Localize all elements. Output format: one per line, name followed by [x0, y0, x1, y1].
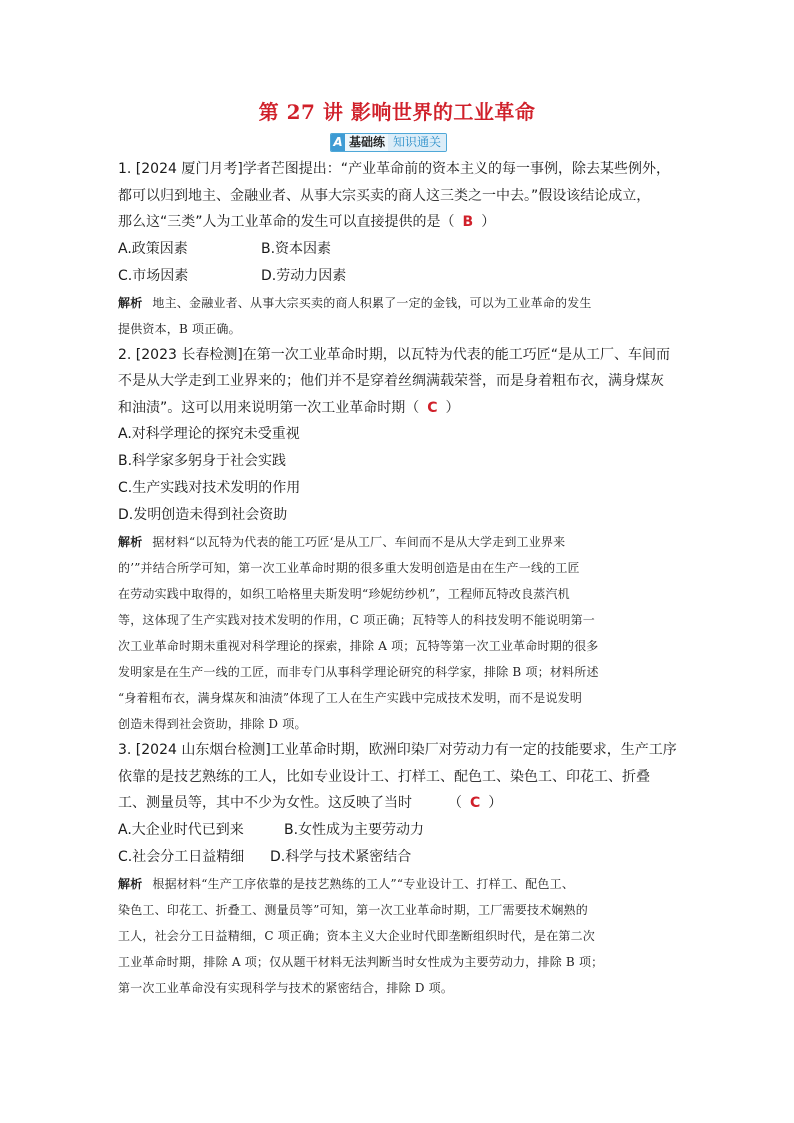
- section-main-label: 基础练: [349, 135, 386, 149]
- question-stem-line: 2. [2023 长春检测]在第一次工业革命时期，以瓦特为代表的能工巧匠“是从工厂、车间而: [118, 346, 671, 363]
- option-a: A.大企业时代已到来: [118, 821, 244, 838]
- explanation-line: 解析 根据材料“生产工序依靠的是技艺熟练的工人”“专业设计工、打样工、配色工、: [118, 876, 575, 891]
- question-stem-line: 那么这“三类”人为工业革命的发生可以直接提供的是（ B ）: [118, 214, 496, 230]
- explanation-line: 第一次工业革命没有实现科学与技术的紧密结合，排除 D 项。: [118, 980, 454, 995]
- options-row: [118, 844, 682, 871]
- option-c: C.生产实践对技术发明的作用: [118, 480, 301, 496]
- explanation-line: 发明家是在生产一线的工匠，而非专门从事科学理论研究的科学家，排除 B 项；材料所述: [118, 665, 599, 679]
- explanation-line: 染色工、印花工、折叠工、测量员等”可知，第一次工业革命时期，工厂需要技术娴熟的: [118, 902, 588, 917]
- option-b: B.科学家多躬身于社会实践: [118, 453, 287, 469]
- explanation-line: 创造未得到社会资助，排除 D 项。: [118, 717, 307, 731]
- option-b: B.女性成为主要劳动力: [284, 821, 425, 838]
- option-d: D.劳动力因素: [261, 267, 347, 284]
- section-letter: A: [331, 134, 345, 151]
- option-d: D.发明创造未得到社会资助: [118, 507, 288, 523]
- explanation-line: 在劳动实践中取得的，如织工哈格里夫斯发明“珍妮纺纱机”，工程师瓦特改良蒸汽机: [118, 587, 570, 601]
- section-badge: [330, 133, 447, 152]
- question-list: [118, 156, 682, 1001]
- option-a: A.对科学理论的探究未受重视: [118, 426, 300, 442]
- option-d: D.科学与技术紧密结合: [270, 848, 412, 865]
- explanation-line: 工人，社会分工日益精细，C 项正确；资本主义大企业时代即垄断组织时代，是在第二次: [118, 928, 595, 943]
- explanation-label: 解析: [118, 876, 143, 891]
- question-1: [118, 156, 682, 342]
- options-row: [118, 817, 682, 844]
- options-row: [118, 236, 682, 263]
- options-row: [118, 263, 682, 290]
- option-c: C.市场因素: [118, 267, 189, 284]
- explanation-line: 的’”并结合所学可知，第一次工业革命时期的很多重大发明创造是由在生产一线的工匠: [118, 561, 580, 575]
- option-b: B.资本因素: [261, 240, 332, 257]
- answer-mark: C: [427, 399, 438, 416]
- question-stem-line: 都可以归到地主、金融业者、从事大宗买卖的商人这三类之一中去。”假设该结论成立，: [118, 187, 651, 204]
- question-stem-line: 3. [2024 山东烟台检测]工业革命时期，欧洲印染厂对劳动力有一定的技能要求，生产工序: [118, 742, 677, 758]
- question-stem-line: 1. [2024 厦门月考]学者芒图提出：“产业革命前的资本主义的每一事例，除去某些例外，: [118, 161, 671, 177]
- explanation-line: 解析 地主、金融业者、从事大宗买卖的商人积累了一定的金钱，可以为工业革命的发生: [118, 295, 592, 310]
- question-stem-line: 和油渍”。这可以用来说明第一次工业革命时期（ C ）: [118, 399, 460, 416]
- question-stem-line: 不是从大学走到工业界来的；他们并不是穿着丝绸满载荣誉，而是身着粗布衣，满身煤灰: [118, 373, 664, 389]
- explanation-line: 次工业革命时期未重视对科学理论的探索，排除 A 项；瓦特等第一次工业革命时期的很多: [118, 639, 599, 653]
- option-a: A.政策因素: [118, 240, 188, 257]
- question-3: [118, 737, 682, 1001]
- explanation-label: 解析: [118, 295, 143, 310]
- option-c: C.社会分工日益精细: [118, 848, 245, 865]
- section-sub-label: 知识通关: [388, 134, 446, 151]
- explanation-label: 解析: [118, 535, 143, 549]
- lesson-title: 第 27 讲 影响世界的工业革命: [258, 100, 536, 124]
- answer-mark: C: [470, 795, 481, 811]
- explanation-line: 等，这体现了生产实践对技术发明的作用，C 项正确；瓦特等人的科技发明不能说明第一: [118, 613, 595, 627]
- explanation-line: 解析 据材料“以瓦特为代表的能工巧匠‘是从工厂、车间而不是从大学走到工业界来: [118, 535, 566, 549]
- question-2: [118, 342, 682, 738]
- question-stem-line: 工、测量员等，其中不少为女性。这反映了当时 （ C ）: [118, 795, 503, 811]
- answer-mark: B: [462, 214, 474, 230]
- explanation-line: 提供资本，B 项正确。: [118, 321, 241, 336]
- explanation-line: 工业革命时期，排除 A 项；仅从题干材料无法判断当时女性成为主要劳动力，排除 B 项；: [118, 954, 604, 969]
- explanation-line: “身着粗布衣，满身煤灰和油渍”体现了工人在生产实践中完成技术发明，而不是说发明: [118, 691, 583, 705]
- question-stem-line: 依靠的是技艺熟练的工人，比如专业设计工、打样工、配色工、染色工、印花工、折叠: [118, 768, 650, 785]
